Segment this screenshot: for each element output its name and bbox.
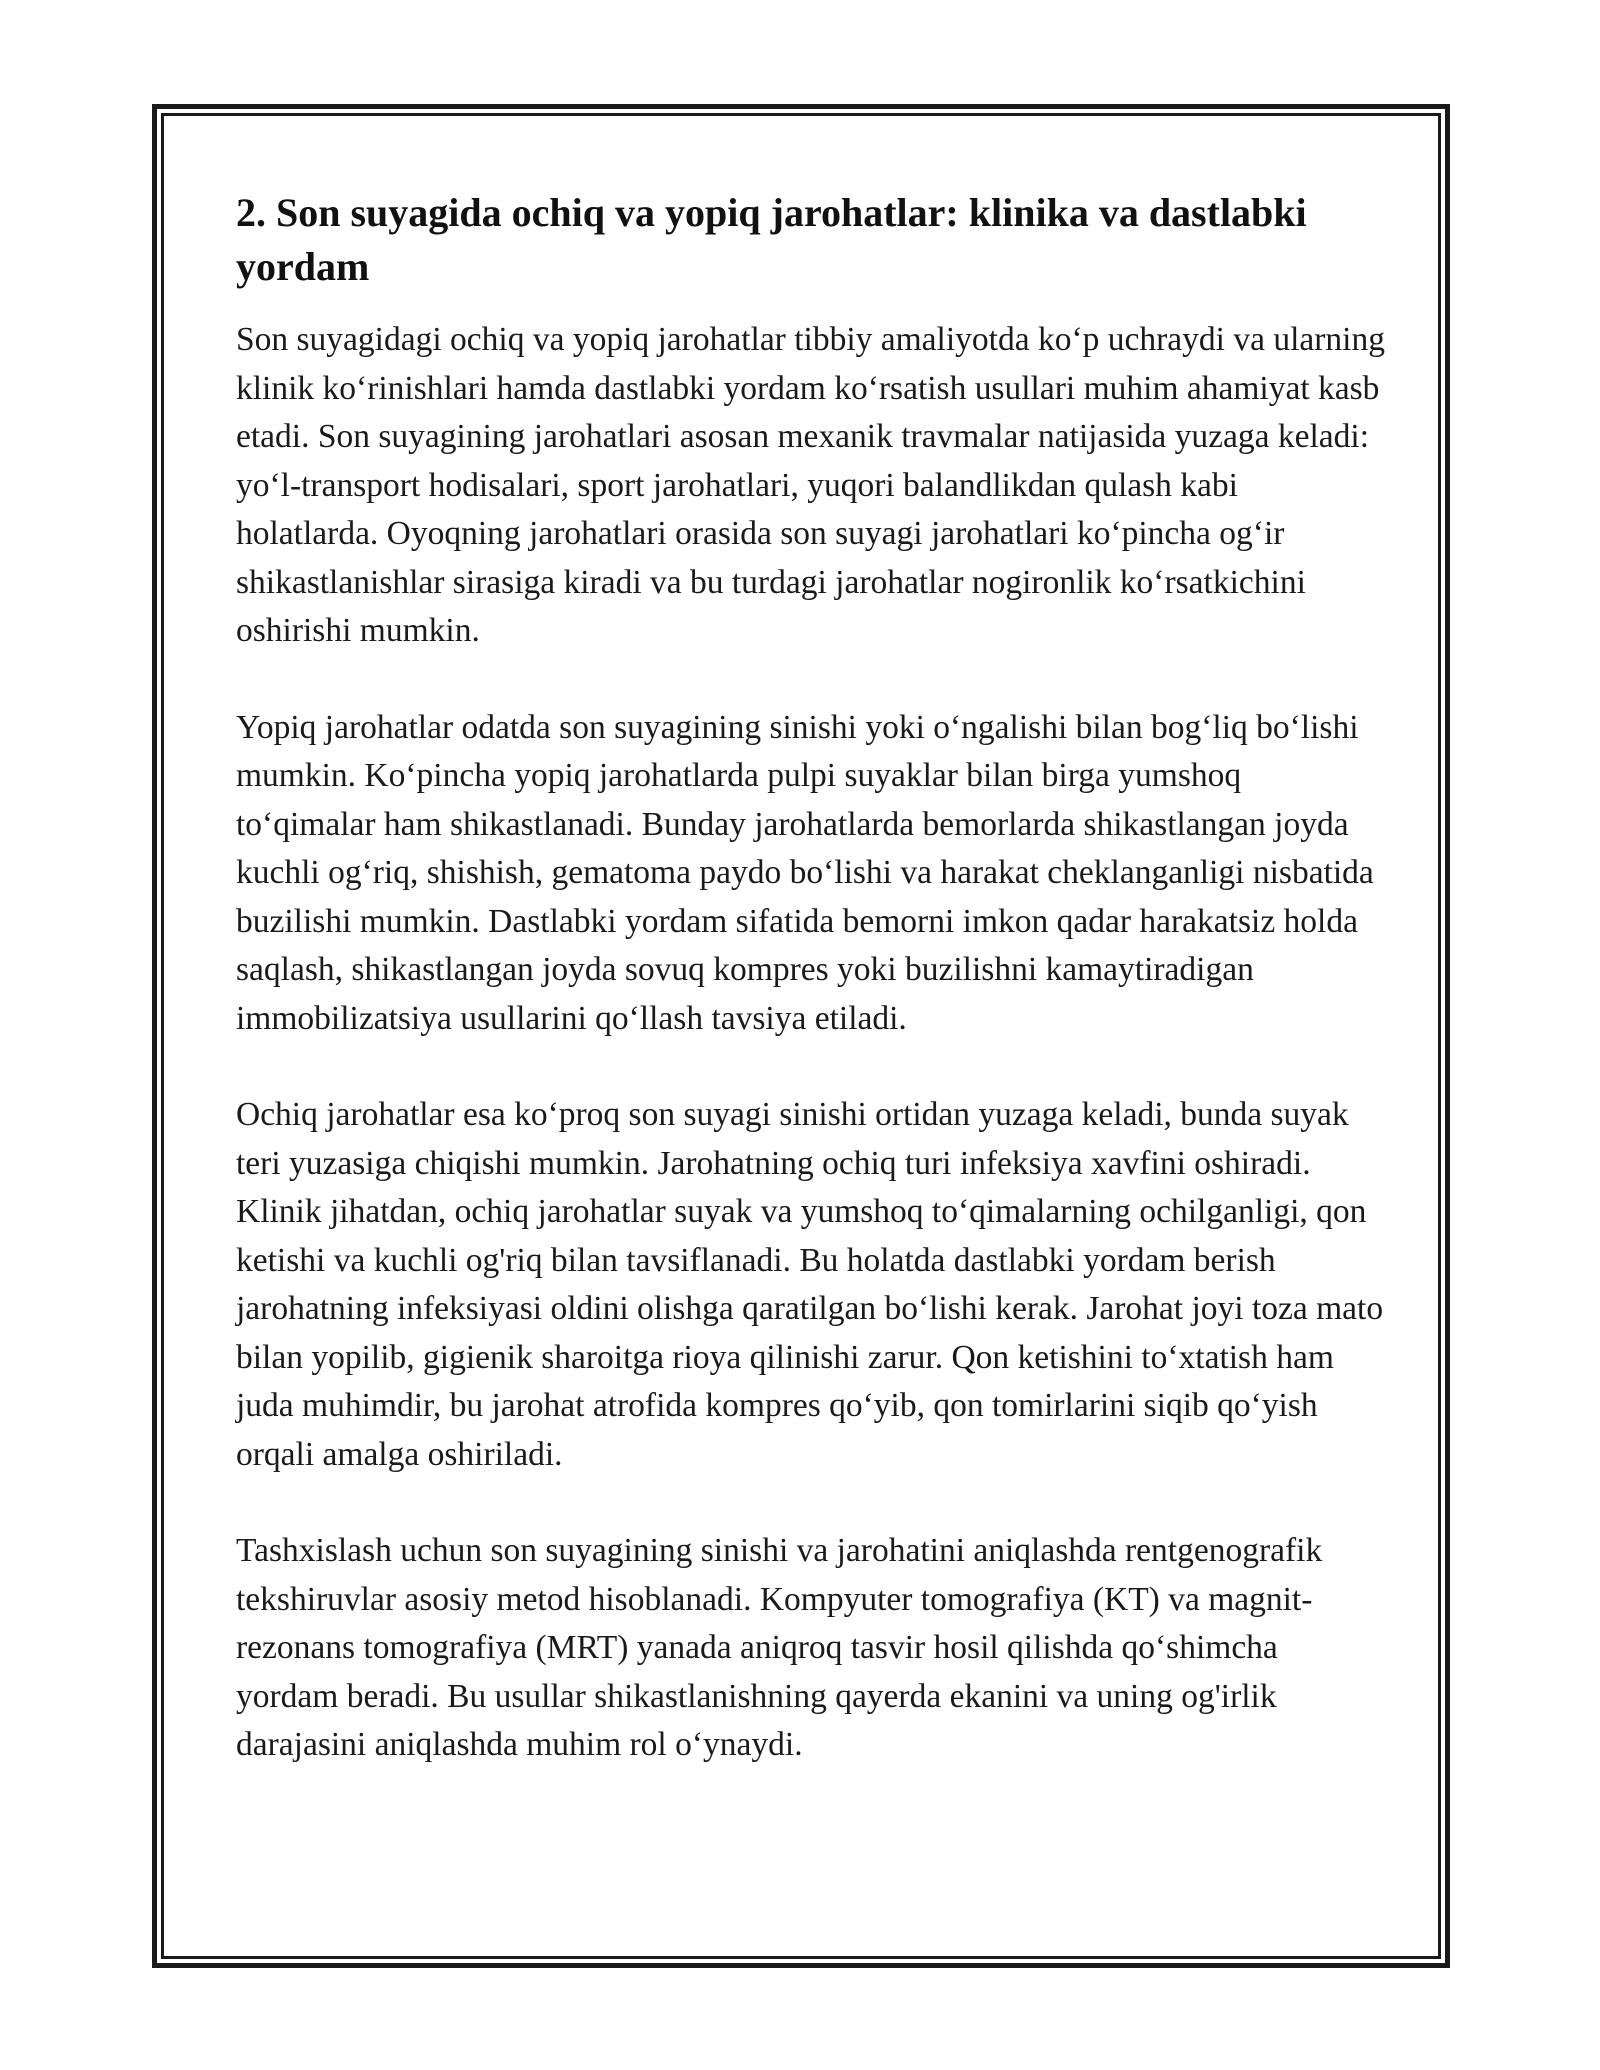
paragraph-intro: Son suyagidagi ochiq va yopiq jarohatlar tibbiy amaliyotda ko‘p uchraydi va ularning klinik ko‘rinishlari hamda dastlabki yordam ko‘rsatish usullari muhim ahamiyat kasb etadi. Son suyagining jarohatlari asosan mexanik travmalar natijasida yuzaga keladi: yo‘l-transport hodisalari, sport jarohatlari, yuqori balandlikdan qulash kabi holatlarda. Oyoqning jarohatlari orasida son suyagi jarohatlari ko‘pincha og‘ir shikastlanishlar sirasiga kiradi va bu turdagi jarohatlar nogironlik ko‘rsatkichini oshirishi mumkin.	[236, 321, 1385, 649]
paragraph-open-injuries: Ochiq jarohatlar esa ko‘proq son suyagi sinishi ortidan yuzaga keladi, bunda suyak teri yuzasiga chiqishi mumkin. Jarohatning ochiq turi infeksiya xavfini oshiradi. Klinik jihatdan, ochiq jarohatlar suyak va yumshoq to‘qimalarning ochilganligi, qon ketishi va kuchli og'riq bilan tavsiflanadi. Bu holatda dastlabki yordam berish jarohatning infeksiyasi oldini olishga qaratilgan bo‘lishi kerak. Jarohat joyi toza mato bilan yopilib, gigienik sharoitga rioya qilinishi zarur. Qon ketishini to‘xtatish ham juda muhimdir, bu jarohat atrofida kompres qo‘yib, qon tomirlarini siqib qo‘yish orqali amalga oshiriladi.	[236, 1096, 1384, 1473]
document-body	[236, 186, 1386, 1770]
section-title: 2. Son suyagida ochiq va yopiq jarohatlar: klinika va dastlabki yordam	[236, 190, 1307, 289]
paragraph-closed-injuries: Yopiq jarohatlar odatda son suyagining sinishi yoki o‘ngalishi bilan bog‘liq bo‘lishi mumkin. Ko‘pincha yopiq jarohatlarda pulpi suyaklar bilan birga yumshoq to‘qimalar ham shikastlanadi. Bunday jarohatlarda bemorlarda shikastlangan joyda kuchli og‘riq, shishish, gematoma paydo bo‘lishi va harakat cheklanganligi nisbatida buzilishi mumkin. Dastlabki yordam sifatida bemorni imkon qadar harakatsiz holda saqlash, shikastlangan joyda sovuq kompres yoki buzilishni kamaytiradigan immobilizatsiya usullarini qo‘llash tavsiya etiladi.	[236, 708, 1374, 1037]
paragraph-diagnosis: Tashxislash uchun son suyagining sinishi va jarohatini aniqlashda rentgenografik tekshiruvlar asosiy metod hisoblanadi. Kompyuter tomografiya (KT) va magnit-rezonans tomografiya (MRT) yanada aniqroq tasvir hosil qilishda qo‘shimcha yordam beradi. Bu usullar shikastlanishning qayerda ekanini va uning og'irlik darajasini aniqlashda muhim rol o‘ynaydi.	[236, 1532, 1323, 1763]
